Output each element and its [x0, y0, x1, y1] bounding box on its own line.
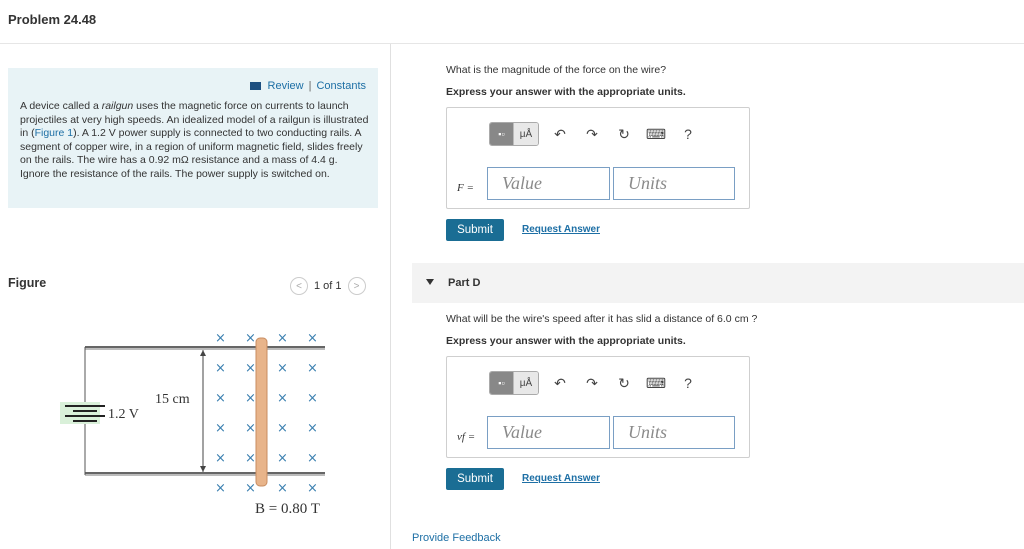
part-c-answer-box [446, 107, 750, 209]
problem-title: Problem 24.48 [8, 12, 97, 27]
field-x-mark: × [245, 421, 256, 436]
field-x-mark: × [215, 361, 226, 376]
field-x-mark: × [277, 481, 288, 496]
intro-links [250, 80, 366, 92]
template-button[interactable]: ▪▫ [490, 372, 514, 394]
field-x-mark: × [307, 391, 318, 406]
units-button[interactable]: μÅ [514, 372, 538, 394]
force-units-input[interactable]: Units [613, 167, 735, 200]
field-x-mark: × [307, 421, 318, 436]
template-button[interactable]: ▪▫ [490, 123, 514, 145]
field-label: B = 0.80 T [255, 501, 320, 517]
force-var-label: F = [457, 182, 474, 194]
math-toolbar [489, 371, 699, 395]
field-x-mark: × [307, 451, 318, 466]
field-x-mark: × [277, 391, 288, 406]
intro-text-b: uses the magnetic force on currents to launch projectiles at very high speeds. An idealized model of a railgun is illustrated in ( [20, 100, 369, 139]
header-bar [0, 0, 1024, 44]
field-x-mark: × [245, 451, 256, 466]
railgun-figure [55, 320, 355, 530]
field-x-mark: × [245, 361, 256, 376]
copper-wire [256, 338, 267, 486]
next-figure-button[interactable]: > [348, 277, 366, 295]
part-d-question: What will be the wire's speed after it has slid a distance of 6.0 cm ? [446, 313, 758, 325]
field-x-mark: × [277, 331, 288, 346]
speed-value-input[interactable]: Value [487, 416, 610, 449]
field-x-mark: × [215, 331, 226, 346]
units-button[interactable]: μÅ [514, 123, 538, 145]
intro-panel [8, 68, 378, 208]
keyboard-icon[interactable]: ⌨ [645, 374, 667, 391]
field-x-mark: × [307, 481, 318, 496]
undo-icon[interactable]: ↶ [554, 125, 566, 142]
part-d-request-answer-link[interactable]: Request Answer [522, 473, 600, 484]
link-separator: | [308, 80, 312, 92]
field-x-mark: × [277, 361, 288, 376]
constants-link[interactable]: Constants [316, 80, 366, 92]
undo-icon[interactable]: ↶ [554, 374, 566, 391]
intro-text-a: A device called a [20, 100, 102, 112]
part-c-express: Express your answer with the appropriate units. [446, 86, 686, 98]
help-icon[interactable]: ? [684, 126, 692, 142]
field-x-mark: × [215, 391, 226, 406]
force-value-input[interactable]: Value [487, 167, 610, 200]
column-divider [390, 44, 391, 549]
reset-icon[interactable]: ↻ [618, 125, 630, 142]
length-label: 15 cm [155, 392, 190, 407]
part-c-question: What is the magnitude of the force on the wire? [446, 64, 667, 76]
redo-icon[interactable]: ↷ [586, 125, 598, 142]
figure-link[interactable]: Figure 1 [34, 127, 74, 139]
field-x-mark: × [215, 421, 226, 436]
intro-text-c: ). A 1.2 V power supply is connected to two conducting rails. A segment of copper wire, in a region of uniform magnetic field, slides freely on the rails. The wire has a 0.92 mΩ resistance and a mass of 4.4 g. Ignore the resistance of the rails. The power supply is switched on. [20, 127, 363, 180]
speed-units-input[interactable]: Units [613, 416, 735, 449]
template-group [489, 122, 539, 146]
part-d-label: Part D [448, 277, 481, 289]
part-d-submit-button[interactable]: Submit [446, 468, 504, 490]
redo-icon[interactable]: ↷ [586, 374, 598, 391]
provide-feedback-link[interactable]: Provide Feedback [412, 532, 501, 544]
prev-figure-button[interactable]: < [290, 277, 308, 295]
math-toolbar [489, 122, 699, 146]
keyboard-icon[interactable]: ⌨ [645, 125, 667, 142]
part-d-answer-box [446, 356, 750, 458]
part-c-request-answer-link[interactable]: Request Answer [522, 224, 600, 235]
collapse-triangle-icon[interactable] [426, 279, 434, 285]
field-x-mark: × [307, 361, 318, 376]
field-x-mark: × [215, 451, 226, 466]
speed-var-label: vf = [457, 431, 476, 443]
field-x-mark: × [277, 421, 288, 436]
reset-icon[interactable]: ↻ [618, 374, 630, 391]
part-c-submit-button[interactable]: Submit [446, 219, 504, 241]
book-icon [250, 82, 261, 90]
figure-heading: Figure [8, 276, 47, 290]
field-x-mark: × [307, 331, 318, 346]
template-group [489, 371, 539, 395]
field-x-mark: × [215, 481, 226, 496]
field-x-mark: × [245, 391, 256, 406]
intro-railgun: railgun [101, 100, 134, 112]
help-icon[interactable]: ? [684, 375, 692, 391]
field-x-mark: × [245, 481, 256, 496]
intro-text [20, 100, 370, 181]
voltage-label: 1.2 V [108, 407, 139, 422]
dimension-arrow-top [200, 350, 206, 356]
field-x-mark: × [277, 451, 288, 466]
figure-page-count: 1 of 1 [314, 280, 342, 292]
review-link[interactable]: Review [267, 80, 304, 92]
part-d-header[interactable] [412, 263, 1024, 303]
part-d-express: Express your answer with the appropriate units. [446, 335, 686, 347]
figure-pager [290, 277, 366, 295]
field-x-mark: × [245, 331, 256, 346]
dimension-arrow-bottom [200, 466, 206, 472]
